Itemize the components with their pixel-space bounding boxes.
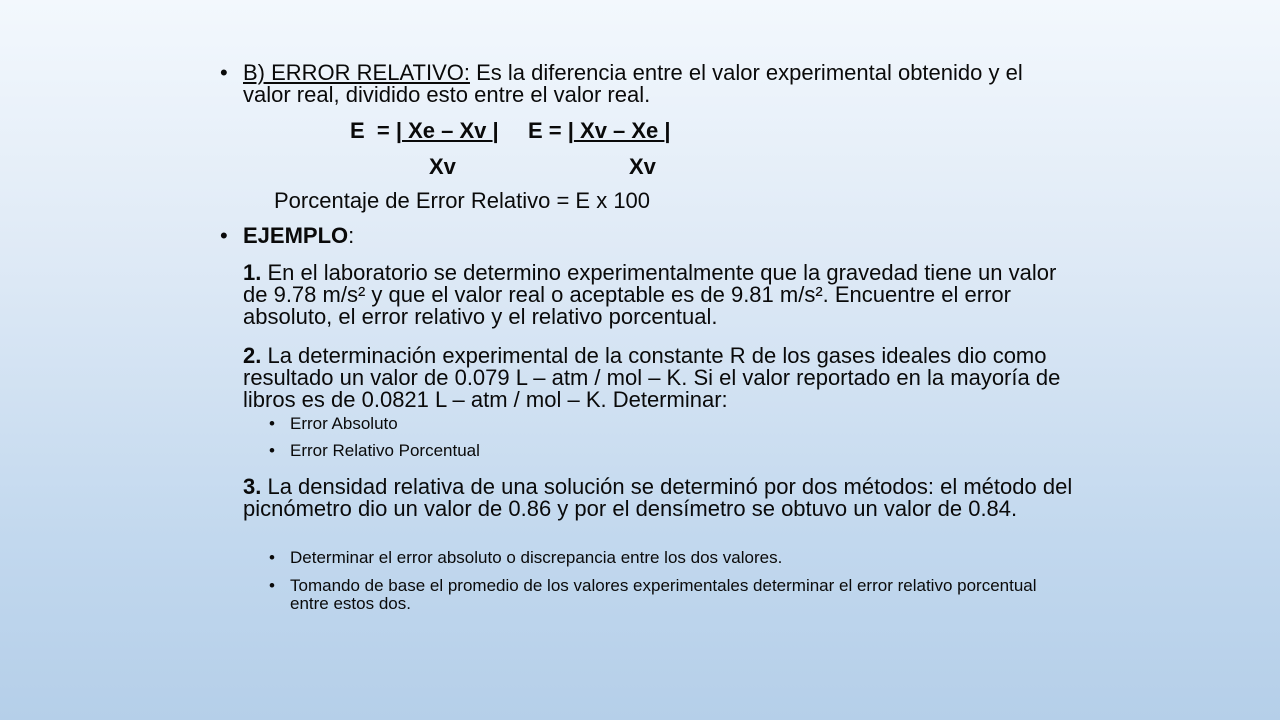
sub-bullet-dot: • [269, 414, 275, 433]
formula-right-numerator [528, 118, 671, 144]
sub-bullet-dot: • [269, 441, 275, 460]
formula-right-suffix: | [664, 118, 671, 143]
formula-left-num: Xe – Xv [402, 118, 493, 143]
problem-3 [243, 476, 1073, 520]
problem-number: 3. [243, 474, 262, 499]
sub-bullet-dot: • [269, 548, 275, 567]
problem-1 [243, 262, 1073, 328]
bullet-dot: • [220, 223, 228, 248]
formula-left-suffix: | [492, 118, 499, 143]
problem-number: 2. [243, 343, 262, 368]
bullet-dot: • [220, 60, 228, 85]
formula-right-denominator: Xv [629, 154, 656, 179]
sub-bullet-dot: • [269, 576, 275, 595]
problem-3-item: Tomando de base el promedio de los valores experimentales determinar el error relativo porcentual entre estos dos. [290, 576, 1037, 613]
problem-2-item: Error Relativo Porcentual [290, 441, 480, 460]
example-label: EJEMPLO [243, 223, 349, 248]
definition-paragraph [243, 62, 1073, 106]
problem-2 [243, 345, 1073, 411]
problem-number: 1. [243, 260, 262, 285]
problem-2-item: Error Absoluto [290, 414, 398, 433]
formula-right-prefix: E = | [528, 118, 574, 143]
formula-left-numerator [350, 118, 499, 144]
section-label: B) ERROR RELATIVO: [243, 60, 470, 85]
problem-text: La densidad relativa de una solución se determinó por dos métodos: el método del picnómetro dio un valor de 0.86 y por el densímetro se obtuvo un valor de 0.84. [243, 474, 1073, 521]
problem-3-item: Determinar el error absoluto o discrepancia entre los dos valores. [290, 548, 783, 567]
formula-right-num: Xv – Xe [573, 118, 665, 143]
example-heading [243, 225, 1073, 247]
percent-formula: Porcentaje de Error Relativo = E x 100 [274, 188, 651, 213]
problem-text: En el laboratorio se determino experimentalmente que la gravedad tiene un valor de 9.78 m/s² y que el valor real o aceptable es de 9.81 m/s². Encuentre el error absoluto, el error relativo y el relativo porcentual. [243, 260, 1057, 329]
problem-text: La determinación experimental de la constante R de los gases ideales dio como resultado un valor de 0.079 L – atm / mol – K. Si el valor reportado en la mayoría de libros es de 0.0821 L – atm / mol – K. Determinar: [243, 343, 1061, 412]
formula-left-prefix: E = | [350, 118, 403, 143]
formula-left-denominator: Xv [429, 154, 456, 179]
definition-text: Es la diferencia entre el valor experimental obtenido y el valor real, dividido esto entre el valor real. [243, 60, 1023, 107]
example-colon: : [348, 223, 355, 248]
